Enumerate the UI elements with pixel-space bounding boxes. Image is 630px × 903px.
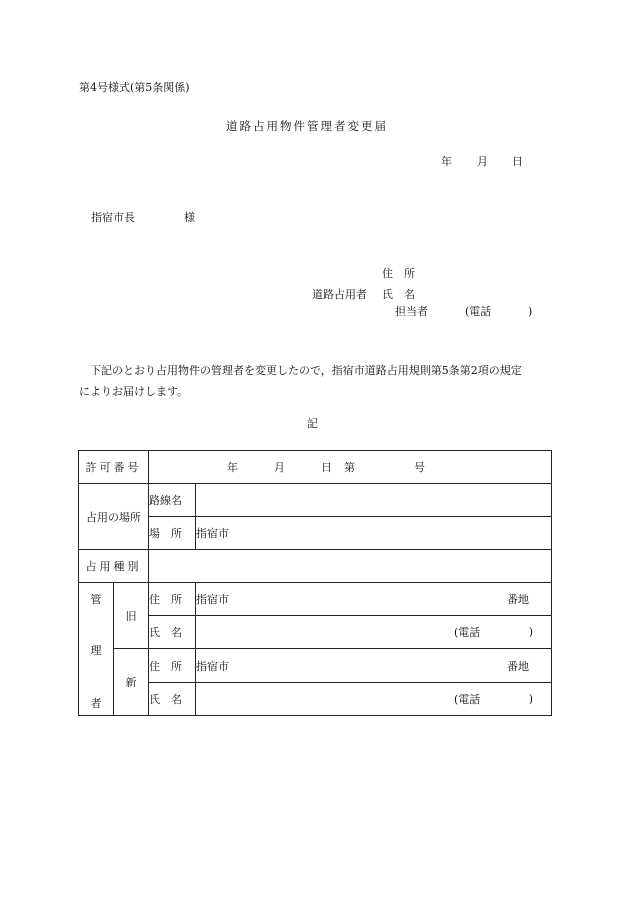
route-value[interactable]: [196, 484, 552, 517]
old-address-label: 住 所: [149, 583, 196, 616]
old-address-banchi: 番地: [507, 593, 529, 606]
permit-go: 号: [414, 461, 425, 474]
addressee-name: 指宿市長: [91, 211, 135, 224]
new-manager-name-row: [79, 683, 552, 716]
new-address-value[interactable]: [196, 649, 552, 683]
new-name-label: 氏 名: [149, 683, 196, 716]
new-tel-open: (電話: [454, 693, 481, 706]
applicant-role-label: 道路占用者: [312, 288, 367, 301]
old-address-value[interactable]: [196, 583, 552, 616]
new-name-value[interactable]: [196, 683, 552, 716]
location-value[interactable]: 指宿市: [196, 517, 552, 550]
type-row: [79, 550, 552, 583]
permit-year: 年: [227, 461, 238, 474]
old-manager-name-row: [79, 616, 552, 649]
new-tel-close: ): [528, 692, 533, 706]
location-label: 場 所: [149, 517, 196, 550]
applicant-tel-open: (電話: [465, 305, 492, 318]
form-table: [78, 450, 552, 716]
old-name-label: 氏 名: [149, 616, 196, 649]
new-manager-address-row: [79, 649, 552, 683]
old-label: 旧: [114, 583, 149, 649]
type-label: 占用種別: [79, 550, 149, 583]
body-text: [79, 360, 559, 402]
date-year: 年: [441, 155, 452, 168]
ki-heading: 記: [307, 417, 318, 430]
applicant-address-label: 住 所: [382, 267, 415, 280]
permit-row: [79, 451, 552, 484]
old-address-city: 指宿市: [196, 593, 229, 606]
document-title: 道路占用物件管理者変更届: [226, 119, 388, 133]
manager-char-3: 者: [90, 697, 102, 710]
permit-month: 月: [274, 461, 285, 474]
old-manager-address-row: [79, 583, 552, 616]
place-row-route: [79, 484, 552, 517]
new-address-banchi: 番地: [507, 659, 529, 673]
new-address-city: 指宿市: [196, 659, 229, 673]
addressee-honorific: 様: [184, 211, 195, 224]
place-row-location: [79, 517, 552, 550]
old-name-value[interactable]: [196, 616, 552, 649]
permit-label: 許可番号: [79, 451, 149, 484]
new-address-label: 住 所: [149, 649, 196, 683]
body-line-1: 下記のとおり占用物件の管理者を変更したので，指宿市道路占用規則第5条第2項の規定: [90, 364, 522, 377]
permit-value[interactable]: [149, 451, 552, 484]
body-line-2: によりお届けします。: [79, 385, 189, 398]
form-number: 第4号様式(第5条関係): [79, 81, 190, 94]
applicant-name-label: 氏 名: [382, 288, 415, 301]
type-value[interactable]: [149, 550, 552, 583]
new-label: 新: [114, 649, 149, 716]
old-tel-close: ): [528, 625, 533, 639]
manager-label: [79, 583, 114, 716]
place-label: 占用の場所: [79, 484, 149, 550]
date-month: 月: [477, 155, 488, 168]
old-tel-open: (電話: [454, 626, 481, 639]
permit-day: 日: [321, 461, 332, 474]
manager-char-1: 管: [90, 593, 102, 606]
manager-char-2: 理: [90, 644, 102, 657]
route-label: 路線名: [149, 484, 196, 517]
applicant-contact-label: 担当者: [395, 305, 428, 318]
permit-dai: 第: [344, 461, 355, 474]
date-day: 日: [512, 155, 523, 168]
applicant-tel-close: ): [528, 305, 533, 318]
